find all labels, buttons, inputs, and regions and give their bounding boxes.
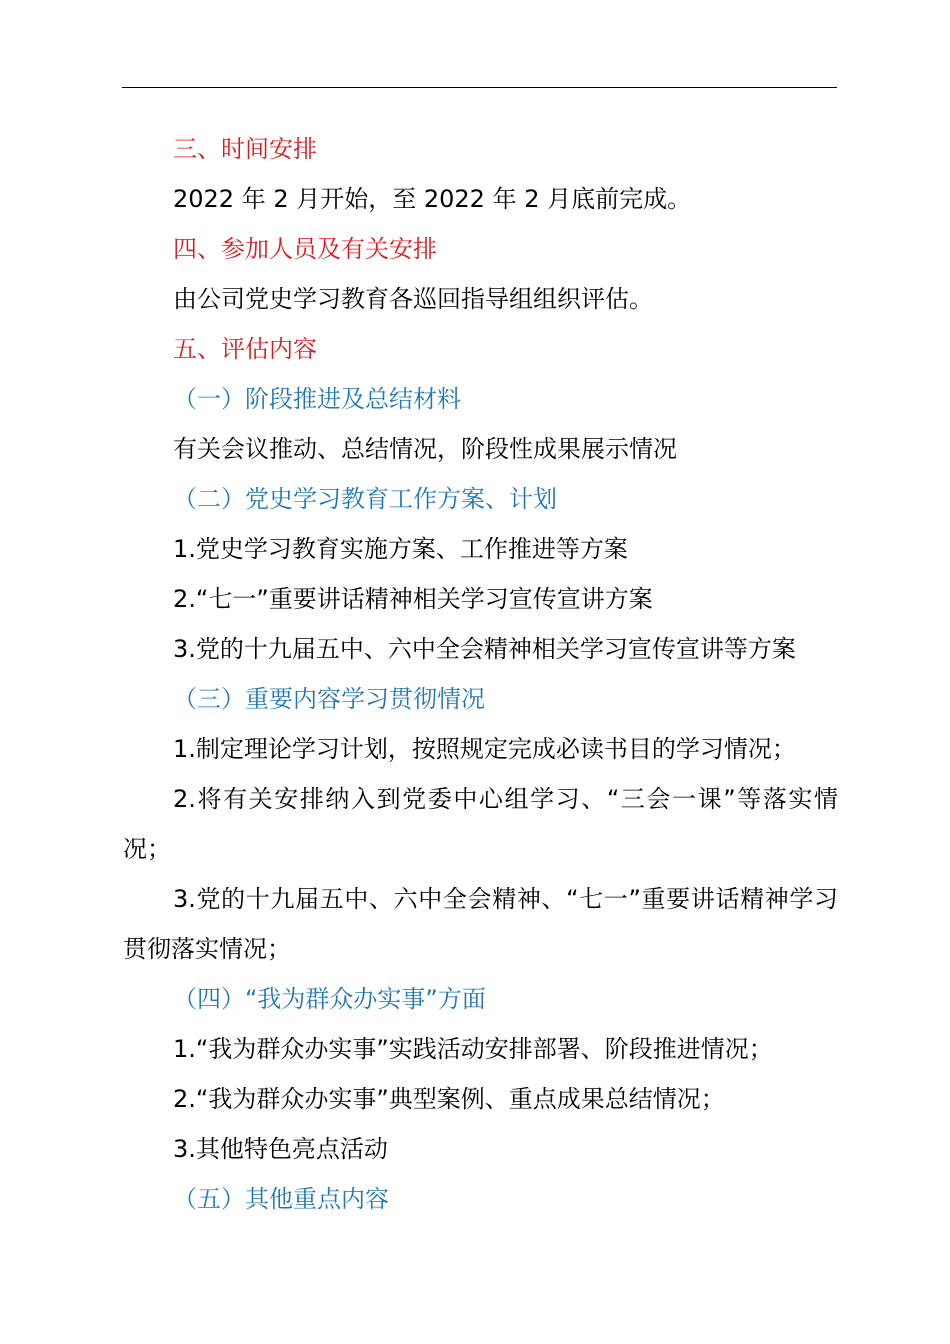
subsection-4-item: 3.其他特色亮点活动 — [173, 1135, 388, 1163]
section-5-heading: 五、评估内容 — [173, 335, 317, 363]
subsection-1-heading: （一）阶段推进及总结材料 — [173, 385, 461, 413]
subsection-4-heading: （四）“我为群众办实事”方面 — [173, 985, 486, 1013]
subsection-3-heading: （三）重要内容学习贯彻情况 — [173, 685, 485, 713]
section-4-heading: 四、参加人员及有关安排 — [173, 235, 437, 263]
document-body — [123, 124, 838, 1224]
subsection-2-item: 3.党的十九届五中、六中全会精神相关学习宣传宣讲等方案 — [173, 635, 796, 663]
header-rule — [122, 87, 837, 88]
subsection-2-item: 1.党史学习教育实施方案、工作推进等方案 — [173, 535, 628, 563]
subsection-5-heading: （五）其他重点内容 — [173, 1185, 389, 1213]
subsection-4-item: 1.“我为群众办实事”实践活动安排部署、阶段推进情况； — [173, 1035, 773, 1063]
section-3-heading: 三、时间安排 — [173, 135, 317, 163]
subsection-3-item: 1.制定理论学习计划，按照规定完成必读书目的学习情况； — [173, 735, 796, 763]
subsection-3-item: 3.党的十九届五中、六中全会精神、“七一”重要讲话精神学习贯彻落实情况； — [123, 885, 838, 963]
subsection-3-item: 2.将有关安排纳入到党委中心组学习、“三会一课”等落实情况； — [123, 785, 838, 863]
subsection-2-item: 2.“七一”重要讲话精神相关学习宣传宣讲方案 — [173, 585, 653, 613]
section-3-text: 2022 年 2 月开始，至 2022 年 2 月底前完成。 — [173, 185, 692, 213]
subsection-2-heading: （二）党史学习教育工作方案、计划 — [173, 485, 557, 513]
section-4-text: 由公司党史学习教育各巡回指导组组织评估。 — [173, 285, 653, 313]
subsection-4-item: 2.“我为群众办实事”典型案例、重点成果总结情况； — [173, 1085, 725, 1113]
subsection-1-text: 有关会议推动、总结情况，阶段性成果展示情况 — [173, 435, 677, 463]
